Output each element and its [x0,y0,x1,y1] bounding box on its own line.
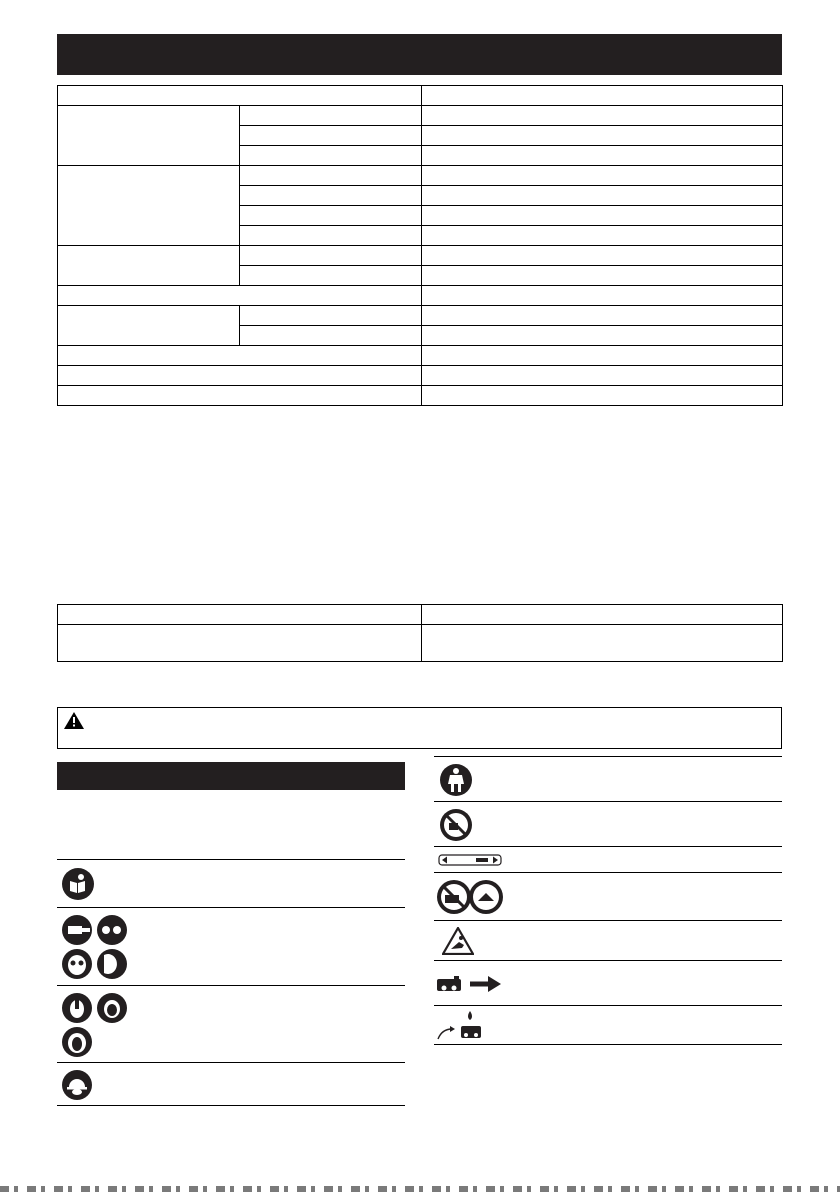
spec-value-cell [422,326,783,346]
symbol-row [434,872,782,920]
secondary-table-cell [58,625,422,662]
symbol-row [434,801,782,846]
spec-label-cell [58,286,422,306]
warning-box [57,707,782,749]
spec-row [58,246,783,266]
chain-saw-direction-icon [436,974,502,994]
chain-direction-icon [438,854,502,866]
symbols-right-column [434,756,782,1045]
symbol-row [57,985,405,1062]
page-header-bar [57,34,782,75]
spec-value-cell [422,166,783,186]
secondary-table-cell [422,625,783,662]
symbol-row [434,960,782,1005]
secondary-table-cell [422,605,783,625]
spec-label-cell [58,346,422,366]
spec-label-cell [58,106,240,166]
spec-row [58,286,783,306]
spec-sub-cell [240,166,422,186]
spec-label-cell [58,86,422,106]
spec-sub-cell [240,246,422,266]
specifications-table [57,85,783,406]
secondary-table-cell [58,605,422,625]
hard-hat-icon [62,1070,92,1100]
ear-protection-icons [62,993,128,1057]
spec-row [58,386,783,406]
symbol-row [434,920,782,960]
no-rain-battery-icons [436,879,504,915]
symbol-row [57,859,405,907]
spec-label-cell [58,246,240,286]
spec-sub-cell [240,306,422,326]
warning-triangle-icon [64,712,84,729]
spec-value-cell [422,146,783,166]
spec-label-cell [58,366,422,386]
secondary-table-row [58,605,783,625]
spec-value-cell [422,286,783,306]
spec-value-cell [422,386,783,406]
spec-value-cell [422,106,783,126]
symbol-row [57,1062,405,1106]
no-one-hand-operation-icon [440,809,472,841]
secondary-table [57,604,783,662]
spec-value-cell [422,206,783,226]
spec-row [58,86,783,106]
symbols-section-header [57,762,405,790]
spec-value-cell [422,226,783,246]
symbols-intro-text [57,800,405,850]
spec-row [58,366,783,386]
spec-sub-cell [240,126,422,146]
eye-protection-icons [62,915,128,979]
read-manual-icon [62,868,94,900]
spec-sub-cell [240,146,422,166]
spec-value-cell [422,246,783,266]
symbol-row [434,756,782,801]
spec-sub-cell [240,266,422,286]
spec-value-cell [422,126,783,146]
spec-value-cell [422,86,783,106]
spec-label-cell [58,386,422,406]
kickback-warning-icon [442,927,474,955]
spec-value-cell [422,186,783,206]
secondary-table-row [58,625,783,662]
spec-value-cell [422,346,783,366]
spec-sub-cell [240,326,422,346]
symbol-row [434,1005,782,1045]
symbol-row [57,907,405,985]
symbol-row [434,846,782,872]
spec-row [58,306,783,326]
spec-sub-cell [240,206,422,226]
spec-sub-cell [240,226,422,246]
spec-row [58,166,783,186]
spec-sub-cell [240,106,422,126]
spec-value-cell [422,366,783,386]
protective-clothing-icon [440,764,472,796]
spec-row [58,346,783,366]
spec-label-cell [58,166,240,246]
page-edge-strip [0,1186,840,1192]
spec-sub-cell [240,186,422,206]
spec-row [58,106,783,126]
symbols-left-column [57,859,405,1106]
spec-value-cell [422,266,783,286]
spec-label-cell [58,306,240,346]
spec-value-cell [422,306,783,326]
oil-adjust-icon [436,1009,484,1043]
